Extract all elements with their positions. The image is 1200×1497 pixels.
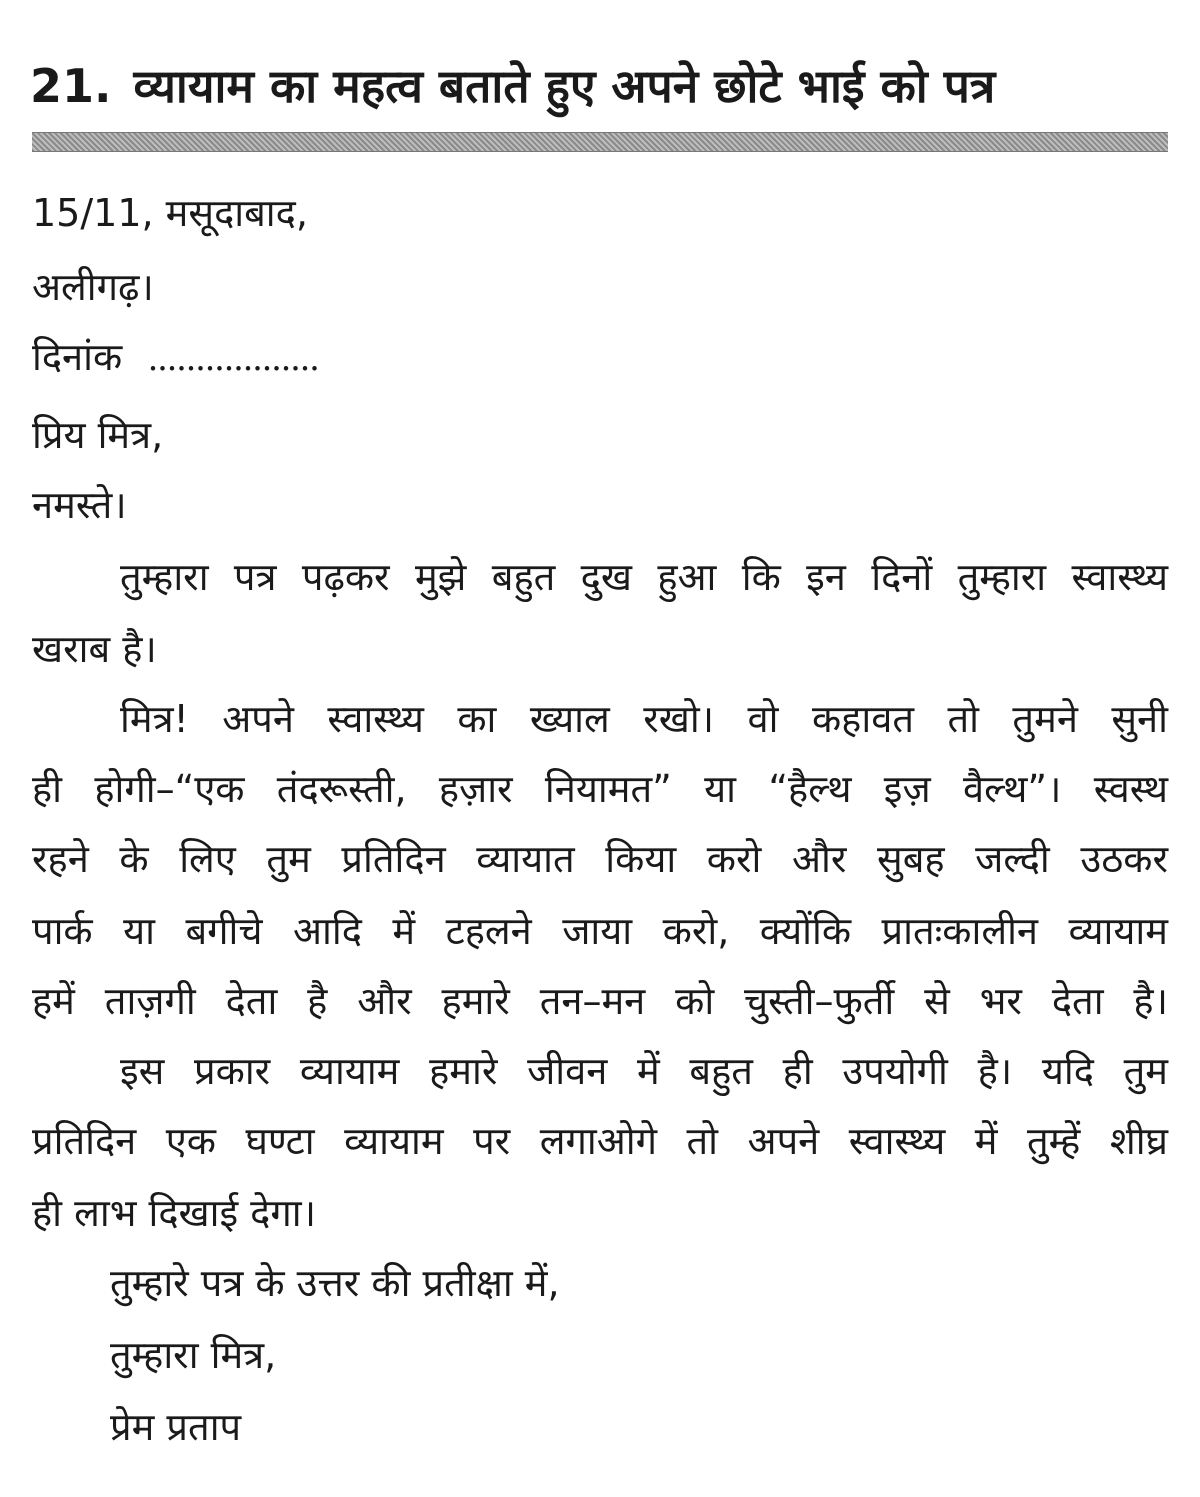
date-line [32,332,319,383]
date-value: .................. [148,337,320,379]
paragraph-3-line-2: प्रतिदिन एक घण्टा व्यायाम पर लगाओगे तो अपने स्वास्थ्य में तुम्हें शीघ्र [32,1119,1168,1163]
closing-line-1: तुम्हारे पत्र के उत्तर की प्रतीक्षा में, [110,1261,560,1305]
paragraph-1-line-1: तुम्हारा पत्र पढ़कर मुझे बहुत दुख हुआ कि इन दिनों तुम्हारा स्वास्थ्य [120,555,1168,599]
paragraph-1-line-2: खराब है। [32,627,157,671]
paragraph-2-line-4: पार्क या बगीचे आदि में टहलने जाया करो, क्योंकि प्रातःकालीन व्यायाम [32,909,1168,953]
paragraph-2-line-3: रहने के लिए तुम प्रतिदिन व्यायात किया करो और सुबह जल्दी उठकर [32,837,1168,881]
paragraph-2-line-1: मित्र! अपने स्वास्थ्य का ख्याल रखो। वो कहावत तो तुमने सुनी [120,697,1168,741]
title-text: व्यायाम का महत्व बताते हुए अपने छोटे भाई को पत्र [133,59,996,113]
page-title [30,56,1180,116]
paragraph-2-line-2: ही होगी–“एक तंदरूस्ती, हज़ार नियामत” या “हैल्थ इज़ वैल्थ”। स्वस्थ [32,767,1168,811]
address-line-2: अलीगढ़। [32,265,154,309]
title-divider [32,132,1168,152]
paragraph-3-line-1: इस प्रकार व्यायाम हमारे जीवन में बहुत ही उपयोगी है। यदि तुम [120,1049,1168,1093]
paragraph-3-line-3: ही लाभ दिखाई देगा। [32,1191,316,1235]
closing-line-2: तुम्हारा मित्र, [110,1333,277,1377]
address-line-1: 15/11, मसूदाबाद, [32,191,308,235]
signature: प्रेम प्रताप [110,1405,242,1449]
date-label: दिनांक [32,335,123,379]
greeting: नमस्ते। [32,483,127,527]
paragraph-2-line-5: हमें ताज़गी देता है और हमारे तन–मन को चुस्ती–फुर्ती से भर देता है। [32,979,1168,1023]
title-number: 21. [30,59,112,113]
salutation: प्रिय मित्र, [32,413,164,457]
